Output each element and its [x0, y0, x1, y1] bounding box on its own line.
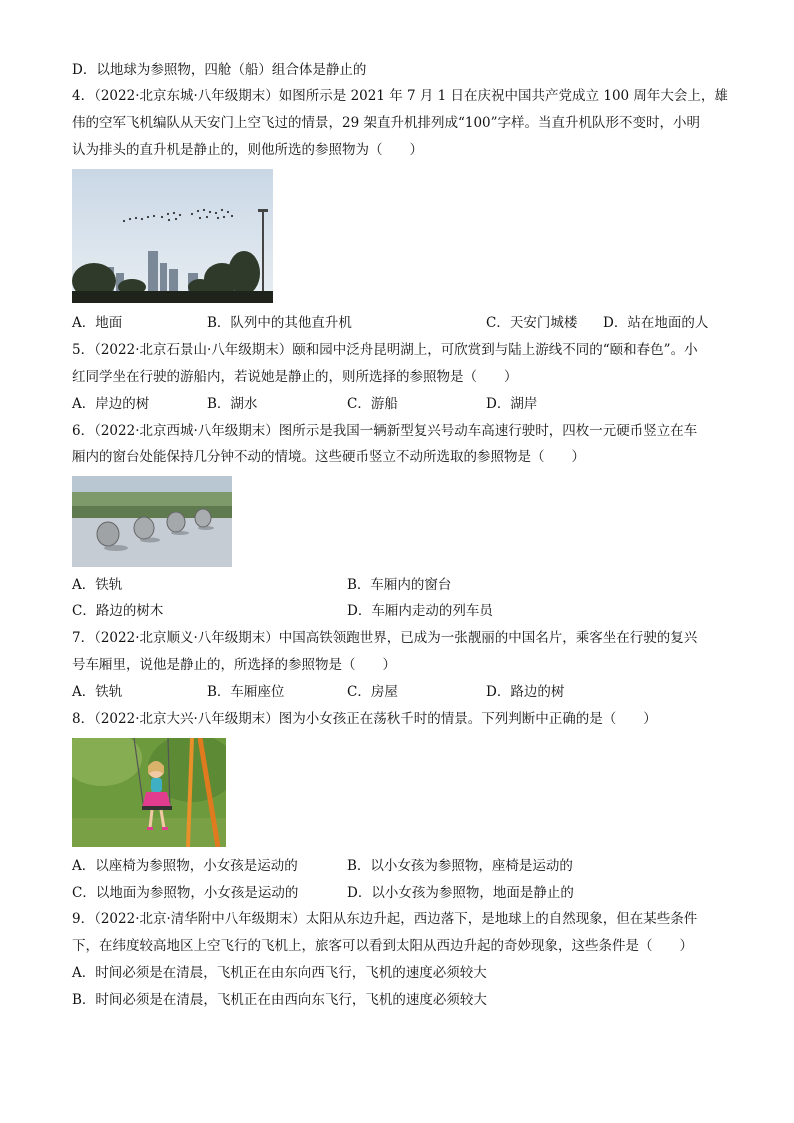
q5-option-a: A．岸边的树 — [72, 396, 150, 412]
q7-option-b: B．车厢座位 — [207, 684, 285, 700]
q8-option-a: A．以座椅为参照物，小女孩是运动的 — [72, 858, 298, 874]
q8-option-d: D．以小女孩为参照物，地面是静止的 — [347, 885, 574, 901]
q3-option-d: D．以地球为参照物，四舱（船）组合体是静止的 — [72, 62, 367, 78]
q9-stem-line1: 9．（2022·北京·清华附中八年级期末）太阳从东边升起，西边落下，是地球上的自然现象，但在某些条件 — [72, 911, 698, 927]
q7-option-d: D．路边的树 — [486, 684, 565, 700]
q8-option-c: C．以地面为参照物，小女孩是运动的 — [72, 885, 299, 901]
q6-option-d: D．车厢内走动的列车员 — [347, 603, 493, 619]
q6-stem-line2: 厢内的窗台处能保持几分钟不动的情境。这些硬币竖立不动所选取的参照物是（ ） — [72, 449, 585, 465]
q9-stem-line2: 下，在纬度较高地区上空飞行的飞机上，旅客可以看到太阳从西边升起的奇妙现象，这些条件是（ ） — [72, 938, 693, 954]
q4-stem-line2: 伟的空军飞机编队从天安门上空飞过的情景，29 架直升机排列成“100”字样。当直升机队形不变时，小明 — [72, 115, 701, 131]
q6-option-b: B．车厢内的窗台 — [347, 577, 452, 593]
q7-stem-line2: 号车厢里，说他是静止的，所选择的参照物是（ ） — [72, 657, 396, 673]
q4-option-d: D．站在地面的人 — [603, 315, 709, 331]
q5-stem-line1: 5．（2022·北京石景山·八年级期末）颐和园中泛舟昆明湖上，可欣赏到与陆上游线不同的“颐和春色”。小 — [72, 342, 698, 358]
q5-stem-line2: 红同学坐在行驶的游船内，若说她是静止的，则所选择的参照物是（ ） — [72, 369, 518, 385]
q9-option-b: B．时间必须是在清晨，飞机正在由西向东飞行，飞机的速度必须较大 — [72, 992, 487, 1008]
q8-figure-girl-on-swing — [72, 738, 226, 847]
q4-option-b: B．队列中的其他直升机 — [207, 315, 352, 331]
q4-figure-helicopter-formation — [72, 169, 273, 303]
q5-option-b: B．湖水 — [207, 396, 258, 412]
q6-option-c: C．路边的树木 — [72, 603, 164, 619]
q6-figure-coins-on-windowsill — [72, 476, 232, 567]
q7-option-c: C．房屋 — [347, 684, 398, 700]
q6-option-a: A．铁轨 — [72, 577, 123, 593]
q4-stem-line1: 4．（2022·北京东城·八年级期末）如图所示是 2021 年 7 月 1 日在庆祝中国共产党成立 100 周年大会上，雄 — [72, 88, 728, 104]
q5-option-d: D．湖岸 — [486, 396, 538, 412]
q7-stem-line1: 7．（2022·北京顺义·八年级期末）中国高铁领跑世界，已成为一张靓丽的中国名片，乘客坐在行驶的复兴 — [72, 630, 698, 646]
q4-option-c: C．天安门城楼 — [486, 315, 578, 331]
q7-option-a: A．铁轨 — [72, 684, 123, 700]
q6-stem-line1: 6．（2022·北京西城·八年级期末）图所示是我国一辆新型复兴号动车高速行驶时，四枚一元硬币竖立在车 — [72, 423, 698, 439]
q8-stem-line1: 8．（2022·北京大兴·八年级期末）图为小女孩正在荡秋千时的情景。下列判断中正确的是（ ） — [72, 711, 657, 727]
q9-option-a: A．时间必须是在清晨，飞机正在由东向西飞行，飞机的速度必须较大 — [72, 965, 487, 981]
q8-option-b: B．以小女孩为参照物，座椅是运动的 — [347, 858, 573, 874]
q4-stem-line3: 认为排头的直升机是静止的，则他所选的参照物为（ ） — [72, 142, 423, 158]
q5-option-c: C．游船 — [347, 396, 398, 412]
q4-option-a: A．地面 — [72, 315, 123, 331]
